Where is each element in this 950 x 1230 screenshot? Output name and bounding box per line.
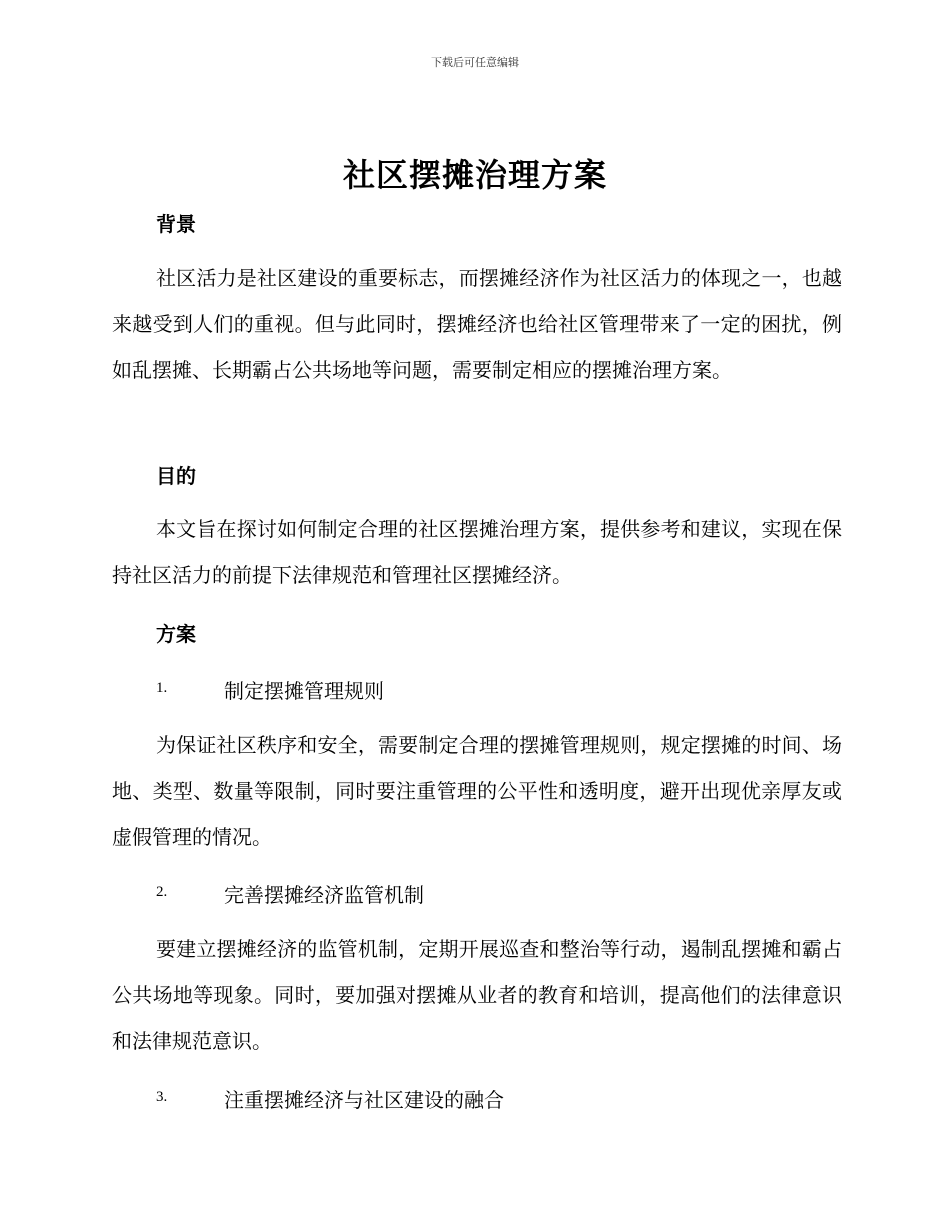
document-title: 社区摆摊治理方案 — [342, 156, 607, 194]
section-heading-background: 背景 — [156, 212, 196, 236]
list-number-1: 1. — [156, 680, 168, 696]
list-number-2: 2. — [156, 884, 168, 900]
paragraph-background: 社区活力是社区建设的重要标志，而摆摊经济作为社区活力的体现之一，也越来越受到人们的重视。但与此同时，摆摊经济也给社区管理带来了一定的困扰，例如乱摆摊、长期霸占公共场地等问题，需要制定相应的摆摊治理方案。 — [112, 266, 842, 382]
section-heading-plan: 方案 — [156, 622, 196, 646]
list-number-3: 3. — [156, 1089, 168, 1105]
paragraph-item-1: 为保证社区秩序和安全，需要制定合理的摆摊管理规则，规定摆摊的时间、场地、类型、数量等限制，同时要注重管理的公平性和透明度，避开出现优亲厚友或虚假管理的情况。 — [112, 733, 842, 849]
paragraph-purpose: 本文旨在探讨如何制定合理的社区摆摊治理方案，提供参考和建议，实现在保持社区活力的前提下法律规范和管理社区摆摊经济。 — [112, 517, 842, 587]
list-item-title-3: 注重摆摊经济与社区建设的融合 — [224, 1088, 504, 1112]
paragraph-item-2: 要建立摆摊经济的监管机制，定期开展巡查和整治等行动，遏制乱摆摊和霸占公共场地等现象。同时，要加强对摆摊从业者的教育和培训，提高他们的法律意识和法律规范意识。 — [112, 937, 842, 1053]
list-item-title-2: 完善摆摊经济监管机制 — [224, 883, 424, 907]
page-header: 下载后可任意编辑 — [431, 56, 519, 69]
list-item-title-1: 制定摆摊管理规则 — [224, 679, 384, 703]
section-heading-purpose: 目的 — [156, 464, 196, 488]
